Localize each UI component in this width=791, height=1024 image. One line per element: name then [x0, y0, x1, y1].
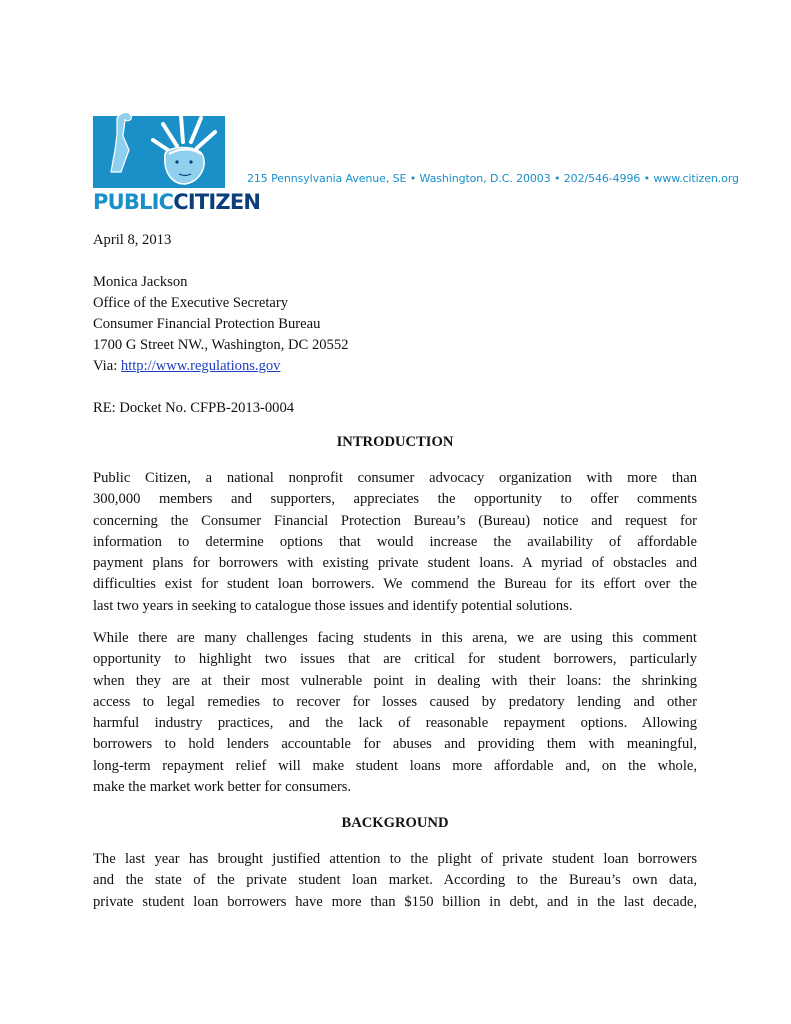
via-label: Via:: [93, 358, 121, 374]
paragraph-line: access to legal remedies to recover for losses caused by predatory lending and other: [93, 693, 697, 710]
paragraph-line: when they are at their most vulnerable point in dealing with their loans: the shrinking: [93, 672, 697, 689]
logo-wordmark: [93, 190, 261, 214]
paragraph-line: harmful industry practices, and the lack of reasonable repayment options. Allowing: [93, 715, 697, 732]
paragraph-line: last two years in seeking to catalogue those issues and identify potential solutions.: [93, 597, 573, 614]
recipient-office: Office of the Executive Secretary: [93, 295, 289, 311]
paragraph-line: make the market work better for consumers.: [93, 779, 352, 796]
recipient-agency: Consumer Financial Protection Bureau: [93, 316, 321, 332]
paragraph-line: 300,000 members and supporters, appreciates the opportunity to offer comments: [93, 491, 697, 508]
paragraph-line: difficulties exist for student loan borrowers. We commend the Bureau for its effort over the: [93, 576, 697, 593]
public-citizen-logo: [93, 110, 261, 216]
recipient-street: 1700 G Street NW., Washington, DC 20552: [93, 337, 349, 353]
logo-word-citizen: CITIZEN: [173, 190, 261, 214]
paragraph-line: opportunity to highlight two issues that are critical for student borrowers, particularly: [93, 651, 697, 668]
paragraph-line: borrowers to hold lenders accountable for abuses and providing them with meaningful,: [93, 736, 697, 753]
statue-of-liberty-icon: [107, 110, 227, 190]
re-line: RE: Docket No. CFPB-2013-0004: [93, 400, 295, 416]
paragraph-line: Public Citizen, a national nonprofit consumer advocacy organization with more than: [93, 470, 697, 486]
section-heading-background: BACKGROUND: [341, 815, 449, 831]
intro-paragraph-2: [93, 628, 697, 798]
section-heading-introduction: INTRODUCTION: [336, 434, 454, 450]
background-paragraph-1: [93, 849, 697, 913]
paragraph-line: The last year has brought justified attention to the plight of private student loan borrowers: [93, 851, 697, 867]
paragraph-line: While there are many challenges facing students in this arena, we are using this comment: [93, 630, 697, 646]
paragraph-line: payment plans for borrowers with existing private student loans. A myriad of obstacles and: [93, 555, 697, 572]
letter-date: April 8, 2013: [93, 232, 172, 248]
paragraph-line: concerning the Consumer Financial Protection Bureau’s (Bureau) notice and request for: [93, 512, 697, 529]
logo-word-public: PUBLIC: [93, 190, 174, 214]
paragraph-line: private student loan borrowers have more than $150 billion in debt, and in the last decade,: [93, 893, 697, 910]
recipient-name: Monica Jackson: [93, 274, 188, 290]
letterhead-address: 215 Pennsylvania Avenue, SE • Washington, D.C. 20003 • 202/546-4996 • www.citizen.org: [247, 172, 739, 185]
paragraph-line: long-term repayment relief will make student loans more affordable and, on the whole,: [93, 757, 697, 774]
intro-paragraph-1: [93, 468, 697, 617]
paragraph-line: and the state of the private student loan market. According to the Bureau’s own data,: [93, 872, 697, 889]
paragraph-line: information to determine options that would increase the availability of affordable: [93, 533, 697, 550]
regulations-link[interactable]: http://www.regulations.gov: [120, 358, 281, 374]
recipient-via: [93, 356, 280, 376]
